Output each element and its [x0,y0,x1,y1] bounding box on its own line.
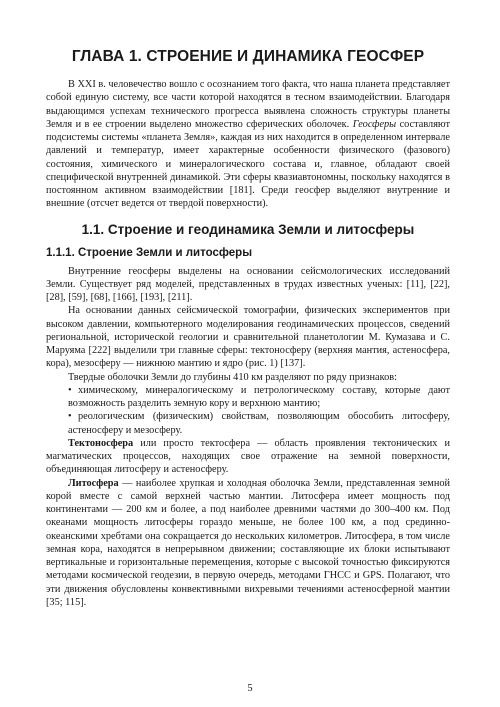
lithosphere-term: Литосфера [68,477,119,489]
paragraph-tomography: На основании данных сейсмической томографии, физических экспериментов при высоком давлении, компьютерного моделирования геодинамических процессов, сведений региональной, исторической геологии и сравнительной планетологии М. Кумазава и С. Маруяма [222] выделили три главные сферы: тектоносферу (верхняя мантия, астеносфера, кора), мезосферу — нижнюю мантию и ядро (рис. 1) [137]. [46,305,450,370]
bullet-icon: • [68,411,72,423]
bullet-text-rheological: реологическим (физическим) свойствам, позволяющим обособить литосферу, астеносферу и мезосферу. [68,411,450,436]
paragraph-tectonosphere [46,437,450,477]
geospheres-term: Геосферы [352,118,397,130]
intro-text-1: В XXI в. человечество вошло с осознанием того факта, что наша планета представляет собой единую систему, все части которой находятся в тесном взаимодействии. Благодаря выдающимся успехам технического прогресса выявлена сложность структуры планеты Земля и в ее строении выделено множество сферических оболочек. [46,79,450,130]
bullet-icon: • [68,384,72,396]
bullet-text-chemical: химическому, минералогическому и петрологическому составу, которые дают возможность разделить земную кору и верхнюю мантию; [68,384,450,409]
intro-text-2: составляют подсистемы системы «планета Земля», каждая из них находится в определенном интервале давлений и температур, имеет характерные особенности физического (фазового) состояния, химического и минералогического состава и, главное, обладают своей специфической внутренней динамикой. Эти сферы квазиавтономны, поскольку находятся в постоянном активном взаимодействии [181]. Среди геосфер выделяют внутренние и внешние (отсчет ведется от твердой поверхности). [46,118,450,210]
lithosphere-text: — наиболее хрупкая и холодная оболочка Земли, представленная земной корой вместе с самой верхней частью мантии. Литосфера имеет мощность под континентами — 200 км и более, а под наиболее древними частями до 300–400 км. Под океанами мощность литосферы гораздо меньше, не более 100 км, а под срединно-океанскими хребтами она сокращается до нескольких километров. Литосфера, в том числе земная кора, находятся в непрерывном движении; составляющие их блоки испытывают вертикальные и горизонтальные перемещения, которые с высокой точностью фиксируются методами космической геодезии, в первую очередь, методами ГНСС и GPS. Полагают, что эти движения обусловлены конвективными вихревыми течениями астеносферной мантии [35; 115]. [46,477,450,608]
tectonosphere-text: или просто тектосфера — область проявления тектонических и магматических процессов, находящих свое отражение на земной поверхности, объединяющая литосферу и астеносферу. [46,437,450,476]
subsection-title: 1.1.1. Строение Земли и литосферы [46,246,253,259]
paragraph-shells: Твердые оболочки Земли до глубины 410 км разделяют по ряду признаков: [68,371,397,383]
page-number: 5 [247,683,253,694]
list-item [46,384,450,411]
tectonosphere-term: Тектоносфера [68,437,134,449]
paragraph-lithosphere [46,477,450,610]
chapter-title: ГЛАВА 1. СТРОЕНИЕ И ДИНАМИКА ГЕОСФЕР [71,48,425,65]
intro-paragraph [46,78,450,211]
section-title: 1.1. Строение и геодинамика Земли и литосферы [81,221,415,237]
paragraph-models: Внутренние геосферы выделены на основании сейсмологических исследований Земли. Существует ряд моделей, представленных в трудах известных ученых: [11], [22], [28], [59], [68], [166], [193], [211]. [46,265,450,303]
list-item [46,410,450,437]
